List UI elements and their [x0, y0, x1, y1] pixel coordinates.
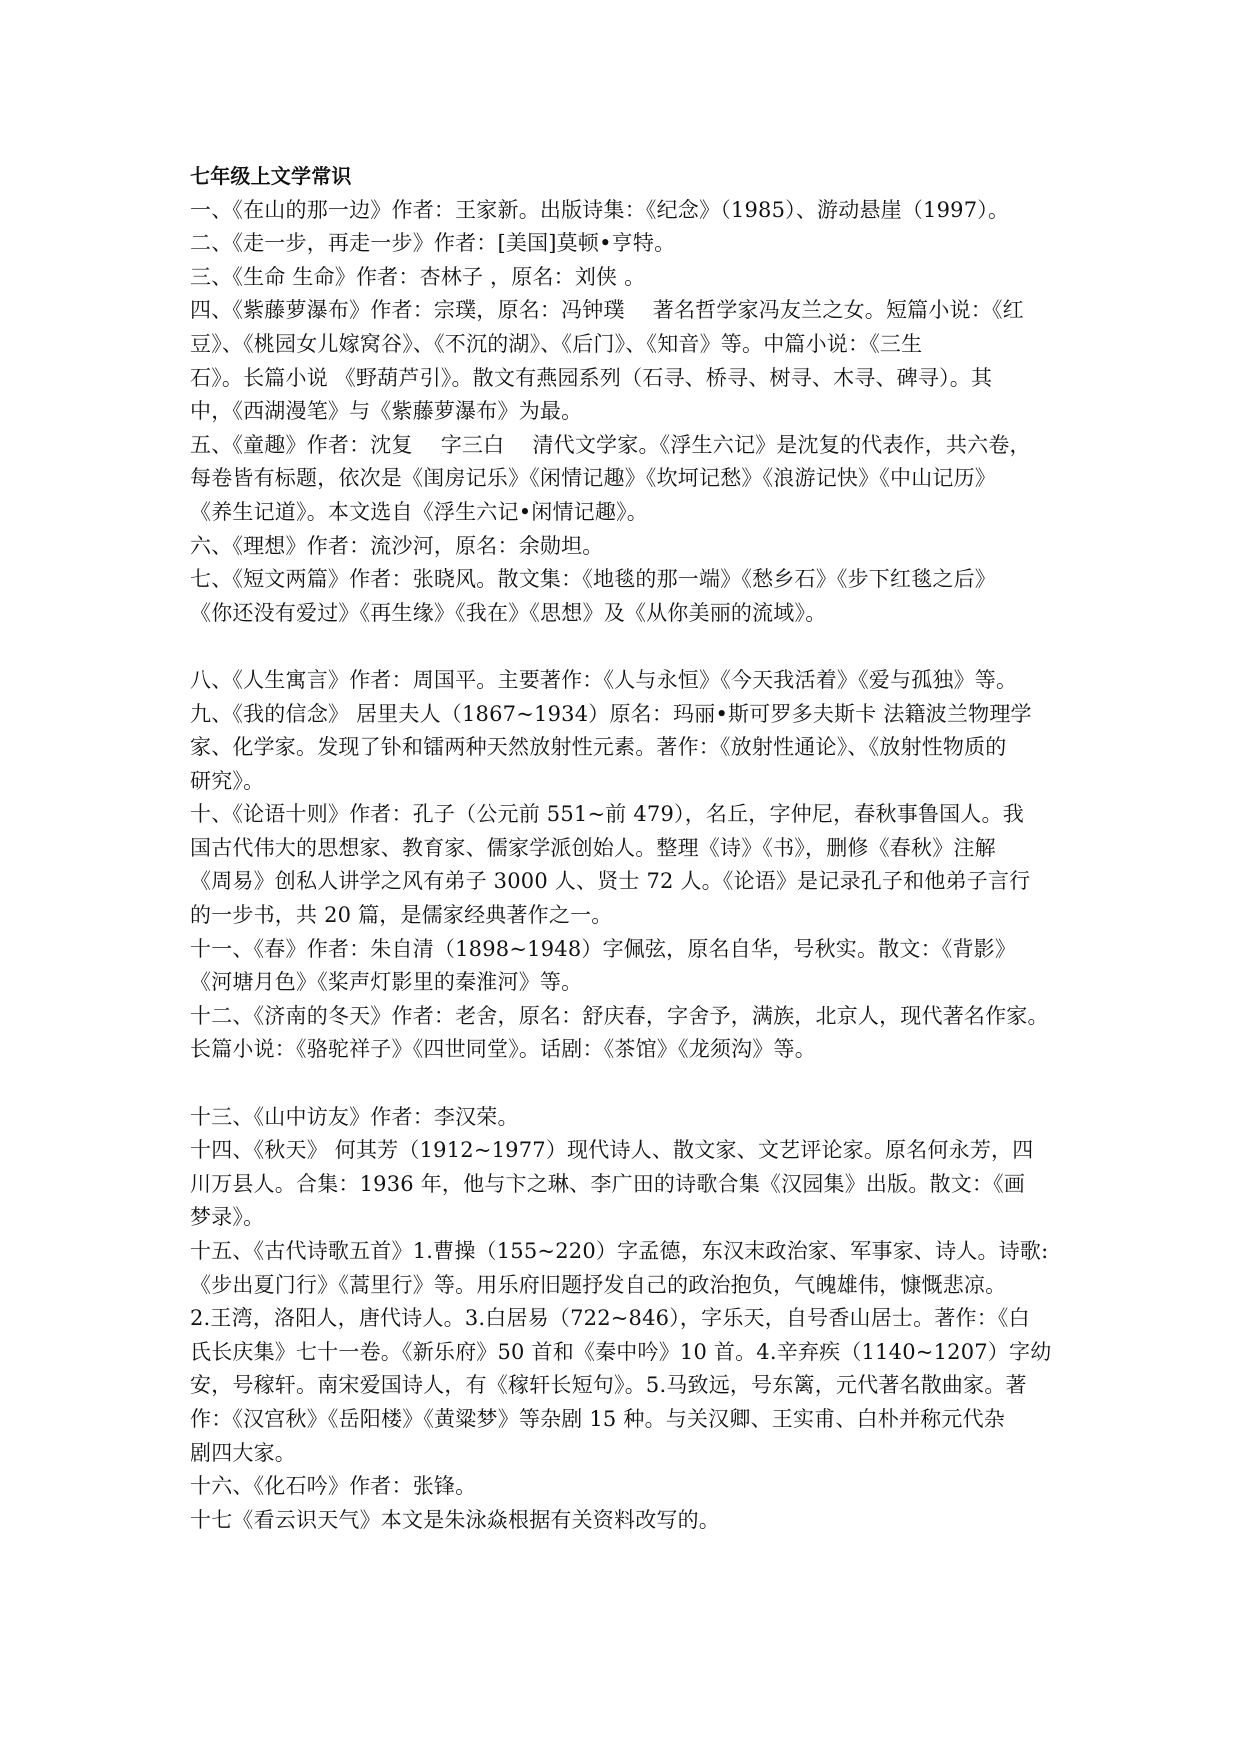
text-line: 研究》。: [190, 768, 265, 793]
text-line: 梦录》。: [190, 1205, 265, 1230]
text-line: 豆》、《桃园女儿嫁窝谷》、《不沉的湖》、《后门》、《知音》等。中篇小说：《三生: [190, 331, 923, 356]
text-line: 家、化学家。发现了钋和镭两种天然放射性元素。著作：《放射性通论》、《放射性物质的: [190, 735, 1007, 760]
text-line: 十二、《济南的冬天》作者：老舍，原名：舒庆春，字舍予，满族，北京人，现代著名作家。: [190, 1003, 1049, 1028]
text-line: 中，《西湖漫笔》与《紫藤萝瀑布》为最。: [190, 399, 583, 424]
text-line: 氏长庆集》七十一卷。《新乐府》50 首和《秦中吟》10 首。4.辛弃疾（1140~1207）字幼: [190, 1339, 1052, 1364]
text-line: 七、《短文两篇》作者：张晓风。散文集：《地毯的那一端》《愁乡石》《步下红毯之后》: [190, 567, 996, 592]
text-line: 每卷皆有标题，依次是《闺房记乐》《闲情记趣》《坎坷记愁》《浪游记快》《中山记历》: [190, 466, 996, 491]
document-body: [190, 160, 1080, 1537]
text-line: 十六、《化石吟》作者：张锋。: [190, 1474, 477, 1499]
text-line: 十四、《秋天》 何其芳（1912~1977）现代诗人、散文家、文艺评论家。原名何永芳，四: [190, 1138, 1034, 1163]
text-line: 《河塘月色》《桨声灯影里的秦淮河》等。: [190, 970, 583, 995]
text-line: 川万县人。合集：1936 年，他与卞之琳、李广田的诗歌合集《汉园集》出版。散文：《画: [190, 1171, 1026, 1196]
text-line: 一、《在山的那一边》作者：王家新。出版诗集：《纪念》（1985）、游动悬崖（1997）。: [190, 197, 1010, 222]
text-line: 二、《走一步，再走一步》作者：[美国]莫顿•亨特。: [190, 231, 676, 256]
text-line: 十一、《春》作者：朱自清（1898~1948）字佩弦，原名自华，号秋实。散文：《背影》: [190, 936, 1017, 961]
text-line: 十七《看云识天气》本文是朱泳焱根据有关资料改写的。: [190, 1507, 720, 1532]
text-line: 六、《理想》作者：流沙河，原名：余勋坦。: [190, 533, 604, 558]
text-line: 作：《汉宫秋》《岳阳楼》《黄粱梦》等杂剧 15 种。与关汉卿、王实甫、白朴并称元代杂: [190, 1406, 1005, 1431]
text-line: 长篇小说：《骆驼祥子》《四世同堂》。话剧：《茶馆》《龙须沟》等。: [190, 1037, 816, 1062]
blank-line: [190, 630, 1080, 664]
text-line: 十五、《古代诗歌五首》1.曹操（155~220）字孟德，东汉末政治家、军事家、诗人。诗歌:: [190, 1239, 1049, 1263]
text-line: 三、《生命 生命》作者：杏林子 ，原名：刘侠 。: [190, 264, 646, 289]
text-line: 《你还没有爱过》《再生缘》《我在》《思想》及《从你美丽的流域》。: [190, 600, 827, 625]
text-line: 九、《我的信念》 居里夫人（1867~1934）原名：玛丽•斯可罗多夫斯卡 法籍波兰物理学: [190, 701, 1032, 726]
text-line: 十、《论语十则》作者：孔子（公元前 551~前 479），名丘，字仲尼，春秋事鲁国人。我: [190, 802, 1024, 827]
text-line: 五、《童趣》作者：沈复 字三白 清代文学家。《浮生六记》是沈复的代表作，共六卷，: [190, 432, 1031, 457]
text-line: 石》。长篇小说 《野葫芦引》。散文有燕园系列（石寻、桥寻、树寻、木寻、碑寻）。其: [190, 365, 993, 390]
text-line: 安，号稼轩。南宋爱国诗人，有《稼轩长短句》。5.马致远，号东篱，元代著名散曲家。著: [190, 1373, 1027, 1398]
text-line: 八、《人生寓言》作者：周国平。主要著作：《人与永恒》《今天我活着》《爱与孤独》等。: [190, 667, 1018, 692]
text-line: 四、《紫藤萝瀑布》作者：宗璞，原名：冯钟璞 著名哲学家冯友兰之女。短篇小说：《红: [190, 298, 1024, 323]
text-line: 《养生记道》。本文选自《浮生六记•闲情记趣》。: [190, 499, 648, 524]
text-line: 《周易》创私人讲学之风有弟子 3000 人、贤士 72 人。《论语》是记录孔子和他弟子言行: [190, 869, 1031, 894]
blank-line: [190, 1067, 1080, 1101]
text-line: 2.王湾，洛阳人，唐代诗人。3.白居易（722~846），字乐天，自号香山居士。著作：《白: [190, 1306, 1030, 1331]
text-line: 《步出夏门行》《蒿里行》等。用乐府旧题抒发自己的政治抱负，气魄雄伟，慷慨悲凉。: [190, 1272, 1007, 1297]
text-line: 剧四大家。: [190, 1440, 296, 1465]
text-line: 十三、《山中访友》作者：李汉荣。: [190, 1104, 519, 1129]
document-title: 七年级上文学常识: [190, 164, 352, 188]
text-line: 的一步书，共 20 篇，是儒家经典著作之一。: [190, 903, 613, 928]
text-line: 国古代伟大的思想家、教育家、儒家学派创始人。整理《诗》《书》，删修《春秋》注解: [190, 835, 996, 860]
